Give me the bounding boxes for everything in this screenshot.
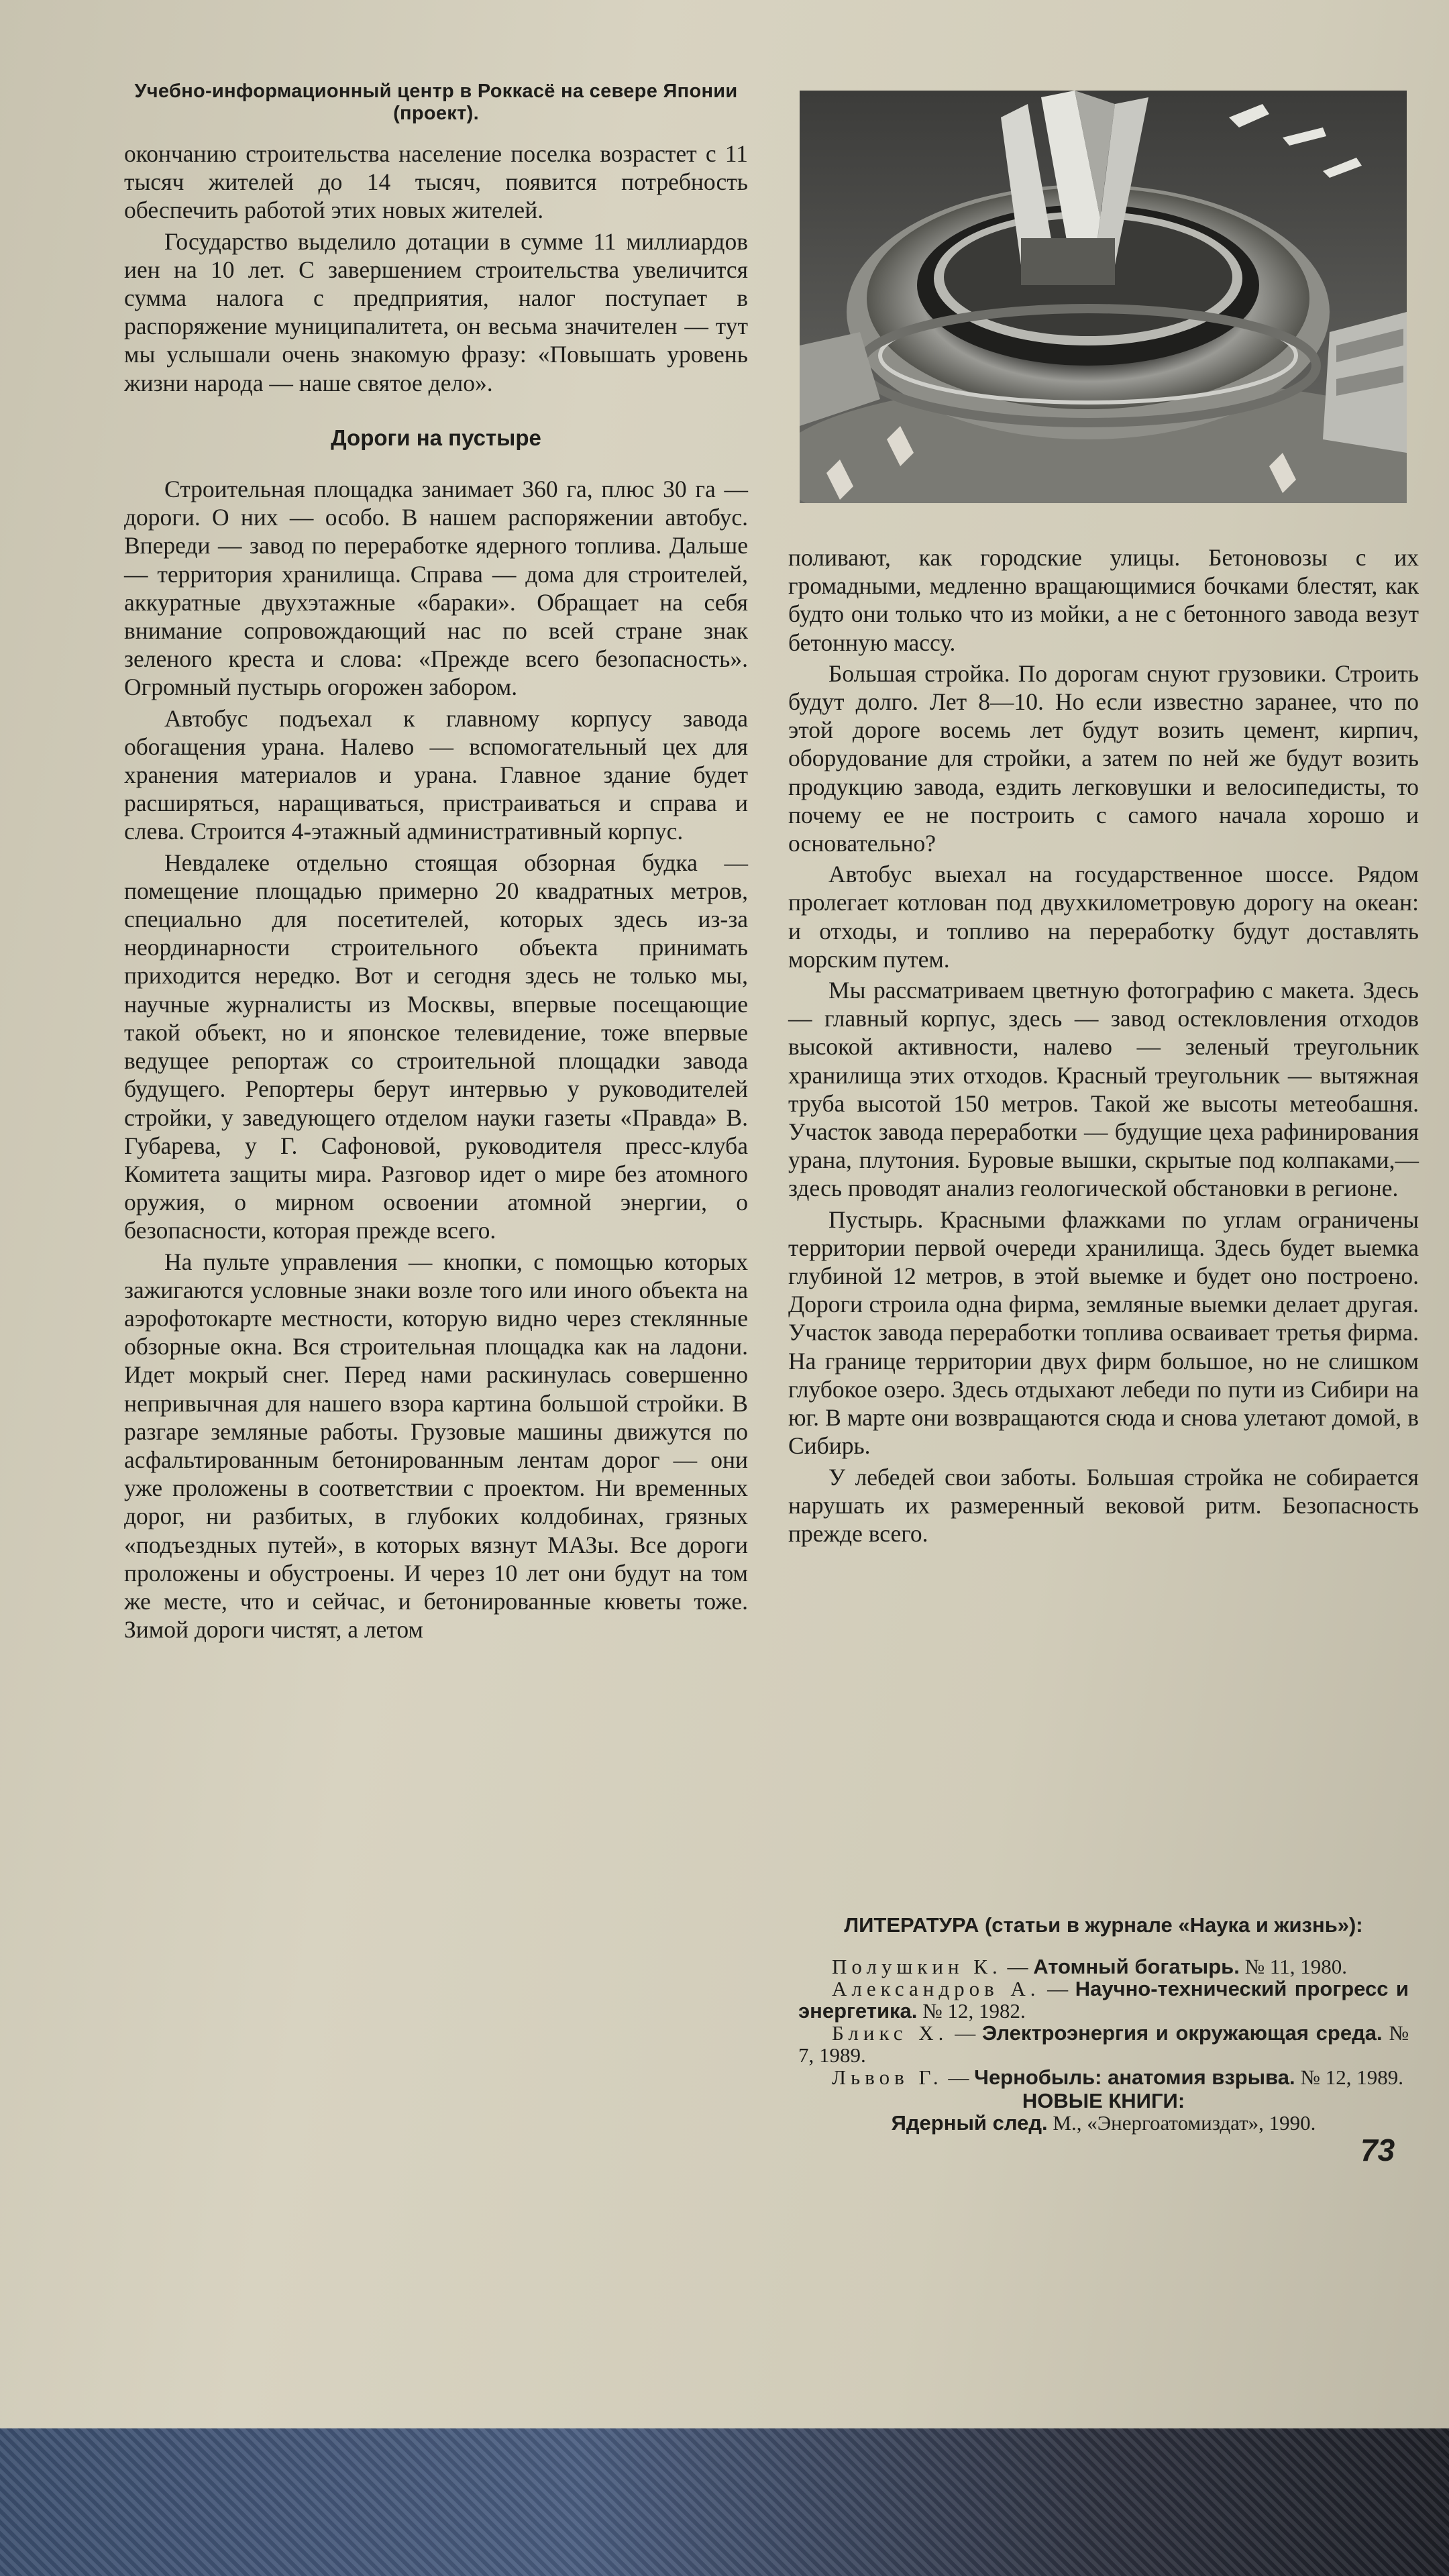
photo-illustration: [800, 91, 1407, 503]
page-number: 73: [1360, 2133, 1395, 2167]
paragraph: Невдалеке отдельно стоящая обзорная будка — помещение площадью примерно 20 квадратных метров, специально для посетителей, которых здесь из-за неординарности строительного объекта принимать приходится нередко. Вот и сегодня здесь не только мы, научные журналисты из Москвы, впервые посещающие такой объект, но и японское телевидение, тоже впервые ведущее репортаж со строительной площадки завода будущего. Репортеры берут интервью у руководителей стройки, у заведующего отделом науки газеты «Правда» В. Губарева, у Г. Сафоновой, руководителя пресс-клуба Комитета защиты мира. Разговор идет о мире без атомного оружия, о мирном освоении атомной энергии, о безопасности, которая прежде всего.: [124, 849, 748, 1244]
literature-source: № 12, 1982.: [922, 1999, 1026, 2023]
literature-item: Львов Г. — Чернобыль: анатомия взрыва. № 12, 1989.: [832, 2065, 1403, 2089]
literature-source: № 7, 1989.: [798, 2021, 1409, 2067]
literature-title: ЛИТЕРАТУРА (статьи в журнале «Наука и жизнь»):: [844, 1913, 1363, 1937]
new-book-item: [798, 2112, 1409, 2134]
new-book-source: М., «Энергоатомиздат», 1990.: [1053, 2111, 1316, 2135]
paragraph: Государство выделило дотации в сумме 11 миллиардов иен на 10 лет. С завершением строительства увеличится сумма налога с предприятия, налог поступает в распоряжение муниципалитета, он весьма значителен — тут мы услышали очень знакомую фразу: «Повышать уровень жизни народа — наше святое дело».: [124, 227, 748, 396]
literature-work: Электроэнергия и окружающая среда.: [982, 2021, 1383, 2045]
paragraph: На пульте управления — кнопки, с помощью которых зажигаются условные знаки возле того или иного объекта на аэрофотокарте местности, которую видно через стеклянные обзорные окна. Вся строительная площадка как на ладони. Идет мокрый снег. Перед нами раскинулась совершенно непривычная для нашего взора картина большой стройки. В разгаре земляные работы. Грузовые машины движутся по асфальтированным бетонированным лентам дорог — они уже проложены в соответствии с проектом. Ни временных дорог, ни разбитых, в глубоких колдобинах, грязных «подъездных путей», в которых вязнут МАЗы. Все дороги проложены и обустроены. И через 10 лет они будут на том же месте, что и сейчас, и бетонированные кюветы тоже. Зимой дороги чистят, а летом: [124, 1248, 748, 1644]
paragraph: Мы рассматриваем цветную фотографию с макета. Здесь — главный корпус, здесь — завод остекловления отходов высокой активности, налево — зеленый треугольник хранилища этих отходов. Красный треугольник — вытяжная труба высотой 150 метров. Такой же высоты метеобашня. Участок завода переработки — будущие цеха рафинирования урана, плутония. Буровые вышки, скрытые под колпаками,— здесь проводят анализ геологической обстановки в регионе.: [788, 977, 1419, 1202]
paragraph: поливают, как городские улицы. Бетоновозы с их громадными, медленно вращающимися бочками блестят, как будто они только что из мойки, а не с бетонного завода везут бетонную массу.: [788, 544, 1419, 656]
paragraph: У лебедей свои заботы. Большая стройка не собирается нарушать их размеренный вековой ритм. Безопасность прежде всего.: [788, 1463, 1419, 1547]
literature-item: Бликс Х. — Электроэнергия и окружающая среда. № 7, 1989.: [798, 2021, 1409, 2067]
paragraph: Пустырь. Красными флажками по углам ограничены территории первой очереди хранилища. Здесь будет выемка глубиной 12 метров, в этой выемке и будет оно построено. Дороги строила одна фирма, земляные выемки делает другая. Участок завода переработки топлива осваивает третья фирма. На границе территории двух фирм большое, но не слишком глубокое озеро. Здесь отдыхают лебеди по пути из Сибири на юг. В марте они возвращаются сюда и снова улетают домой, в Сибирь.: [788, 1205, 1419, 1460]
paragraph: окончанию строительства население поселка возрастет с 11 тысяч жителей до 14 тысяч, появится потребность обеспечить работой этих новых жителей.: [124, 140, 748, 224]
section-heading: Дороги на пустыре: [331, 425, 541, 450]
background-fabric: [0, 2428, 1449, 2576]
right-column: [788, 543, 1419, 1550]
literature-work: Чернобыль: анатомия взрыва.: [974, 2065, 1295, 2089]
left-column: [124, 80, 748, 1646]
paragraph: Автобус подъехал к главному корпусу завода обогащения урана. Налево — вспомогательный цех для хранения материалов и урана. Главное здание будет расширяться, наращиваться, пристраиваться и справа и слева. Строится 4-этажный административный корпус.: [124, 704, 748, 845]
literature-source: № 11, 1980.: [1244, 1955, 1348, 1978]
photo-caption: Учебно-информационный центр в Роккасё на севере Японии (проект).: [134, 80, 738, 124]
literature-list: [798, 1912, 1409, 2134]
new-books-title: НОВЫЕ КНИГИ:: [1022, 2089, 1185, 2112]
literature-item: Полушкин К. — Атомный богатырь. № 11, 1980.: [832, 1955, 1348, 1978]
literature-author: Бликс Х.: [832, 2021, 949, 2045]
new-book-work: Ядерный след.: [891, 2111, 1048, 2135]
literature-author: Александров А.: [832, 1977, 1040, 2000]
literature-source: № 12, 1989.: [1300, 2065, 1403, 2089]
paragraph: Автобус выехал на государственное шоссе. Рядом пролегает котлован под двухкилометровую дорогу на океан: и отходы, и топливо на переработку будут доставлять морским путем.: [788, 861, 1419, 973]
literature-work: Атомный богатырь.: [1033, 1955, 1240, 1978]
literature-work: Научно-технический прогресс и энергетика.: [798, 1977, 1409, 2023]
paragraph: Строительная площадка занимает 360 га, плюс 30 га — дороги. О них — особо. В нашем распоряжении автобус. Впереди — завод по переработке ядерного топлива. Дальше — территория хранилища. Справа — дома для строителей, аккуратные двухэтажные «бараки». Обращает на себя внимание сопровождающий нас по всей стране знак зеленого креста и слова: «Прежде всего безопасность». Огромный пустырь огорожен забором.: [124, 476, 748, 701]
literature-item: Александров А. — Научно-технический прогресс и энергетика. № 12, 1982.: [798, 1977, 1409, 2023]
literature-author: Львов Г.: [832, 2065, 943, 2089]
architecture-model-photo: [800, 91, 1407, 503]
paragraph: Большая стройка. По дорогам снуют грузовики. Строить будут долго. Лет 8—10. Но если известно заранее, что по этой дороге восемь лет будут возить цемент, кирпич, оборудование для стройки, а затем по ней же будут возить продукцию завода, ездить легковушки и велосипедисты, то почему ее не построить с самого начала хорошо и основательно?: [788, 659, 1419, 857]
literature-author: Полушкин К.: [832, 1955, 1002, 1978]
